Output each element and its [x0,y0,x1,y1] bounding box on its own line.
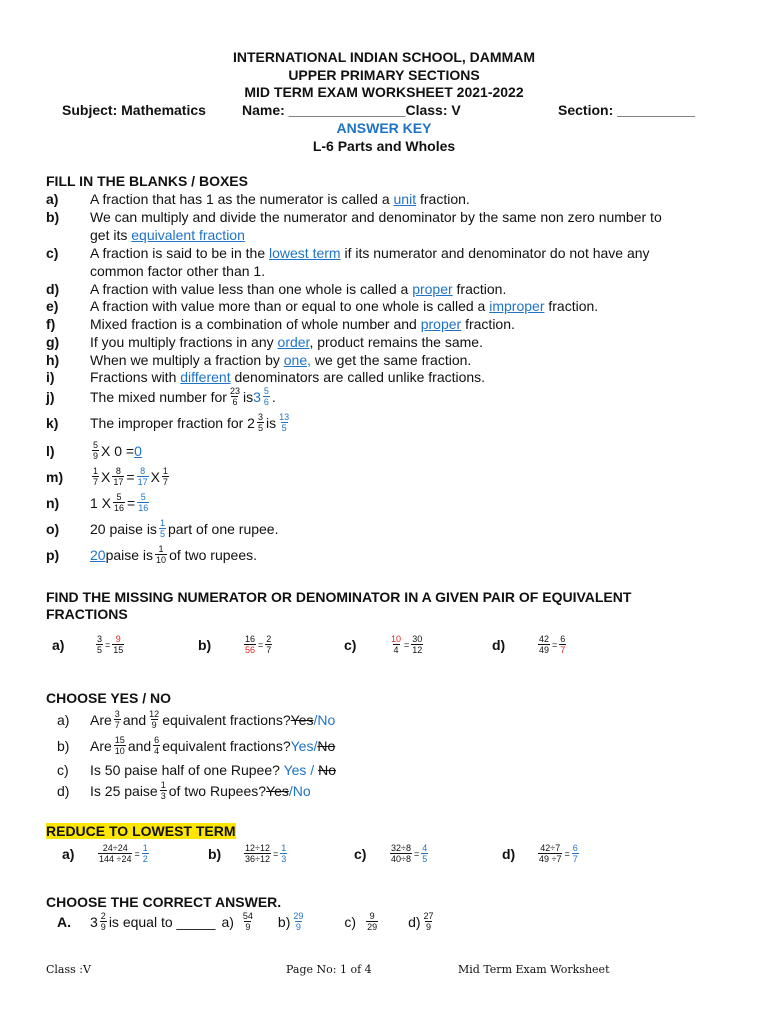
fill-item-c-cont: common factor other than 1. [90,263,266,279]
answer: Yes [290,737,314,754]
exam-title: MID TERM EXAM WORKSHEET 2021-2022 [244,84,524,100]
fill-item-b: b) We can multiply and divide the numerator and denominator by the same non zero number to [46,209,662,225]
answer: proper [420,316,462,332]
fill-item-m: m) $\frac{1}{7}$ X $\frac{8}{17}$ = $\frac{8}{17}$ X $\frac{1}{7}$ [46,466,168,487]
section-name: UPPER PRIMARY SECTIONS [288,67,480,83]
fill-item-e: e) A fraction with value more than or equal to one whole is called a improper fraction. [46,298,599,314]
fraction: $\frac{5}{16}$ [114,492,125,513]
footer-class: Class :V [46,963,91,976]
answer: 20 [90,546,106,563]
answer: unit [393,191,417,207]
answer-fraction: $\frac{13}{5}$ [279,412,290,433]
fill-item-d: d) A fraction with value less than one whole is called a proper fraction. [46,281,507,297]
fill-item-o: o) 20 paise is $\frac{1}{5}$ part of one rupee. [46,518,279,539]
answer: 0 [134,442,142,459]
fraction: $\frac{1}{10}$ [156,544,167,565]
yesno-item-b: b) Are $\frac{15}{10}$ and $\frac{6}{4}$ equivalent fractions? Yes / No [57,735,336,756]
fill-item-c: c) A fraction is said to be in the lowest term if its numerator and denominator do not have any [46,245,650,261]
answer-fraction: $\frac{5}{6}$ [263,386,269,407]
section-heading-yesno: CHOOSE YES / NO [46,690,171,706]
answer: different [180,369,231,385]
answer: proper [412,281,453,297]
footer-page: Page No: 1 of 4 [286,963,372,976]
answer: lowest term [269,245,341,261]
fill-item-k: k) The improper fraction for 2 $\frac{3}{5}$ is $\frac{13}{5}$ [46,412,290,433]
fill-item-p: p) 20 paise is $\frac{1}{10}$ of two rupees. [46,544,257,565]
section-heading-reduce: REDUCE TO LOWEST TERM [46,823,236,839]
fill-item-f: f) Mixed fraction is a combination of whole number and proper fraction. [46,316,515,332]
school-name: INTERNATIONAL INDIAN SCHOOL, DAMMAM [232,49,536,65]
fraction: $\frac{1}{7}$ [162,466,168,487]
fraction: $\frac{5}{9}$ [93,440,99,461]
answer: equivalent fraction [131,227,245,243]
missing-item-c: c) $\frac{10}{4}$ = $\frac{30}{12}$ [344,634,423,655]
fill-item-h: h) When we multiply a fraction by one, we get the same fraction. [46,352,472,368]
fill-item-b-cont: get its equivalent fraction [90,227,245,243]
missing-item-b: b) $\frac{16}{56}$ = $\frac{2}{7}$ [198,634,272,655]
answer: No [292,782,311,799]
lesson-title: L-6 Parts and Wholes [312,138,456,154]
answer-fraction: $\frac{8}{17}$ [137,466,148,487]
fill-item-a: a) A fraction that has 1 as the numerator is called a unit fraction. [46,191,470,207]
fill-item-j: j) The mixed number for $\frac{23}{6}$ is 3 $\frac{5}{6}$ . [46,386,276,407]
reduce-item-c: c) $\frac{32\div 8}{40\div 8}$ = $\frac{4}{5}$ [354,843,428,864]
section-heading-correct: CHOOSE THE CORRECT ANSWER. [46,894,282,910]
answer: 3 [253,388,261,405]
answer-fraction: $\frac{5}{16}$ [138,492,149,513]
section-heading-missing: FIND THE MISSING NUMERATOR OR DENOMINATOR IN A GIVEN PAIR OF EQUIVALENT [46,589,632,605]
reduce-item-a: a) $\frac{24\div 24}{144 \div 24}$ = $\frac{1}{2}$ [62,843,148,864]
fill-item-i: i) Fractions with different denominators are called unlike fractions. [46,369,486,385]
answer: Yes [283,762,307,778]
missing-item-d: d) $\frac{42}{49}$ = $\frac{6}{7}$ [492,634,566,655]
answer-fraction: $\frac{29}{9}$ [293,911,304,932]
fraction: $\frac{23}{6}$ [229,386,240,407]
fraction: $\frac{8}{17}$ [113,466,124,487]
fraction: $\frac{1}{7}$ [93,466,99,487]
section-heading-missing-cont: FRACTIONS [46,606,128,622]
yesno-item-a: a) Are $\frac{3}{7}$ and $\frac{12}{9}$ equivalent fractions? Yes / No [57,709,336,730]
answer: one, [283,352,311,368]
section-heading-fill: FILL IN THE BLANKS / BOXES [46,173,248,189]
section-field: Section: __________ [558,102,695,118]
answer-key-label: ANSWER KEY [336,120,432,136]
answer: improper [489,298,545,314]
reduce-item-b: b) $\frac{12\div 12}{36\div 12}$ = $\frac{1}{3}$ [208,843,287,864]
yesno-item-d: d) Is 25 paise $\frac{1}{3}$ of two Rupees? Yes / No [57,780,311,801]
answer: order [277,334,310,350]
answer: No [317,711,336,728]
yesno-item-c: c) Is 50 paise half of one Rupee? Yes / No [57,762,336,778]
subject-label: Subject: Mathematics [62,102,206,118]
correct-item-a: A. 3 $\frac{2}{9}$ is equal to _____ a) $\frac{54}{9}$ b) $\frac{29}{9}$ c) $\frac{9}{29}$ d) $\frac{27}{9}$ [57,911,434,932]
reduce-item-d: d) $\frac{42\div 7}{49 \div 7}$ = $\frac{6}{7}$ [502,843,578,864]
footer-title: Mid Term Exam Worksheet [458,963,610,976]
fill-item-n: n) 1 X $\frac{5}{16}$ = $\frac{5}{16}$ [46,492,149,513]
fill-item-g: g) If you multiply fractions in any order, product remains the same. [46,334,483,350]
missing-item-a: a) $\frac{3}{5}$ = $\frac{9}{15}$ [52,634,124,655]
fill-item-l: l) $\frac{5}{9}$ X 0 = 0 [46,440,142,461]
fraction: $\frac{3}{5}$ [257,412,263,433]
answer-fraction: $\frac{1}{5}$ [159,518,165,539]
name-field: Name: _______________Class: V [242,102,461,118]
